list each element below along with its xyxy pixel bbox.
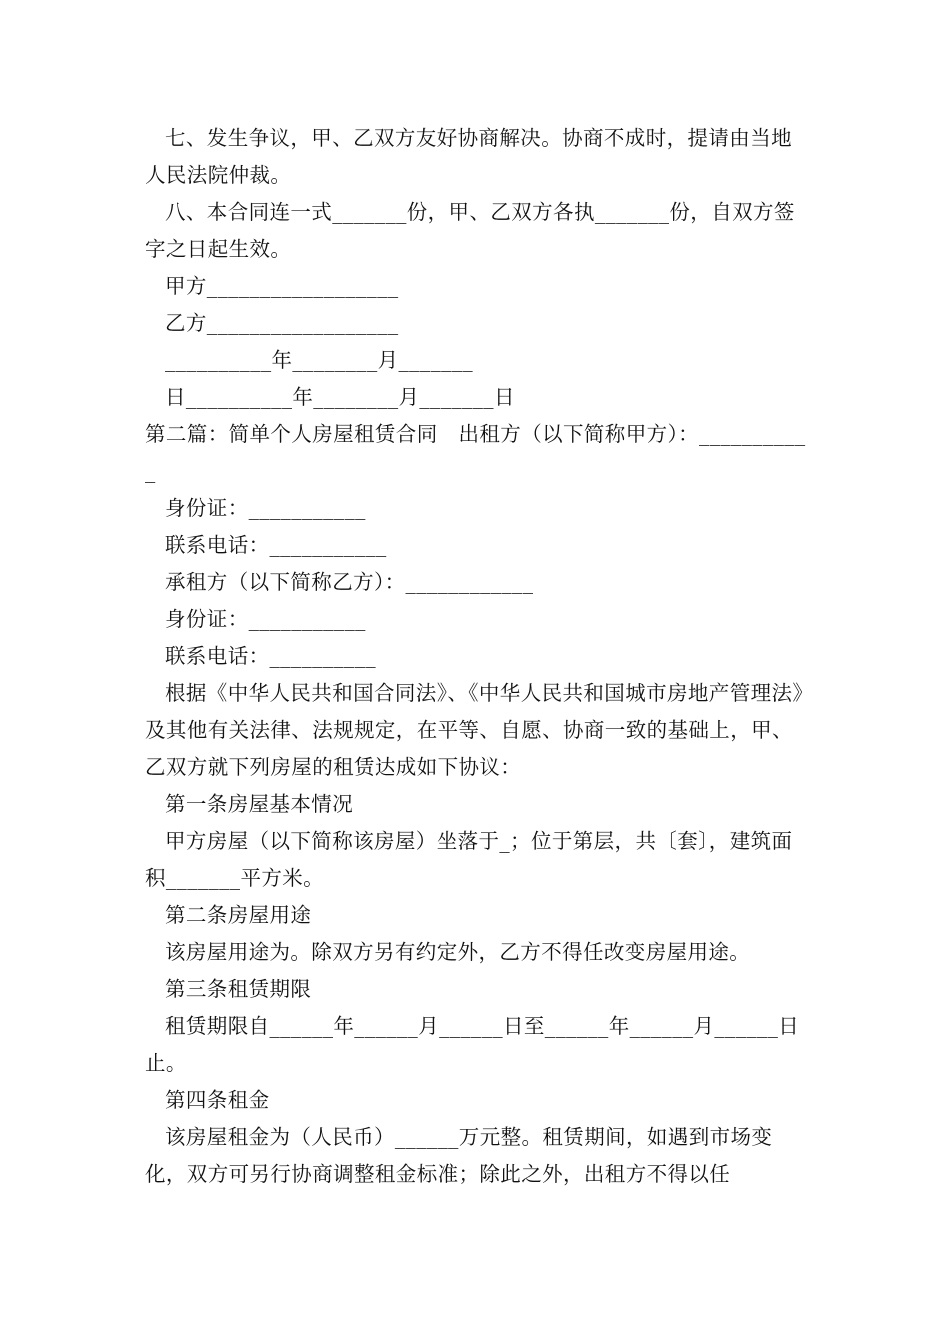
legal-basis-paragraph: 根据《中华人民共和国合同法》、《中华人民共和国城市房地产管理法》及其他有关法律、法规规定，在平等、自愿、协商一致的基础上，甲、乙双方就下列房屋的租赁达成如下协议： xyxy=(145,681,804,779)
section-two-heading: 第二篇：简单个人房屋租赁合同 出租方（以下简称甲方）：___________ xyxy=(145,422,806,483)
article-four-heading: 第四条租金 xyxy=(165,1088,270,1112)
article-three-heading: 第三条租赁期限 xyxy=(165,977,312,1001)
article-one-heading: 第一条房屋基本情况 xyxy=(165,792,354,816)
lessee-line: 承租方（以下简称乙方）：____________ xyxy=(165,570,534,594)
article-two-body: 该房屋用途为。除双方另有约定外，乙方不得任改变房屋用途。 xyxy=(165,940,751,964)
lessee-id-line: 身份证：___________ xyxy=(165,607,366,631)
article-four-body: 该房屋租金为（人民币）______万元整。租赁期间，如遇到市场变化，双方可另行协商调整租金标准；除此之外，出租方不得以任 xyxy=(145,1125,773,1186)
lessor-phone-line: 联系电话：___________ xyxy=(165,533,387,557)
document-body xyxy=(145,120,807,1193)
party-a-signature-line: 甲方__________________ xyxy=(165,274,399,298)
article-one-body: 甲方房屋（以下简称该房屋）坐落于_；位于第层，共〔套〕，建筑面积_______平方米。 xyxy=(145,829,793,890)
date-line-1: __________年________月_______ xyxy=(165,348,474,372)
party-b-signature-line: 乙方__________________ xyxy=(165,311,399,335)
lessee-phone-line: 联系电话：__________ xyxy=(165,644,376,668)
article-three-body: 租赁期限自______年______月______日至______年______月______日止。 xyxy=(145,1014,800,1075)
clause-seven-dispute: 七、发生争议，甲、乙双方友好协商解决。协商不成时，提请由当地人民法院仲裁。 xyxy=(145,126,792,187)
article-two-heading: 第二条房屋用途 xyxy=(165,903,312,927)
lessor-id-line: 身份证：___________ xyxy=(165,496,366,520)
clause-eight-copies: 八、本合同连一式_______份，甲、乙双方各执_______份，自双方签字之日起生效。 xyxy=(145,200,795,261)
date-line-2: 日__________年________月_______日 xyxy=(165,385,515,409)
